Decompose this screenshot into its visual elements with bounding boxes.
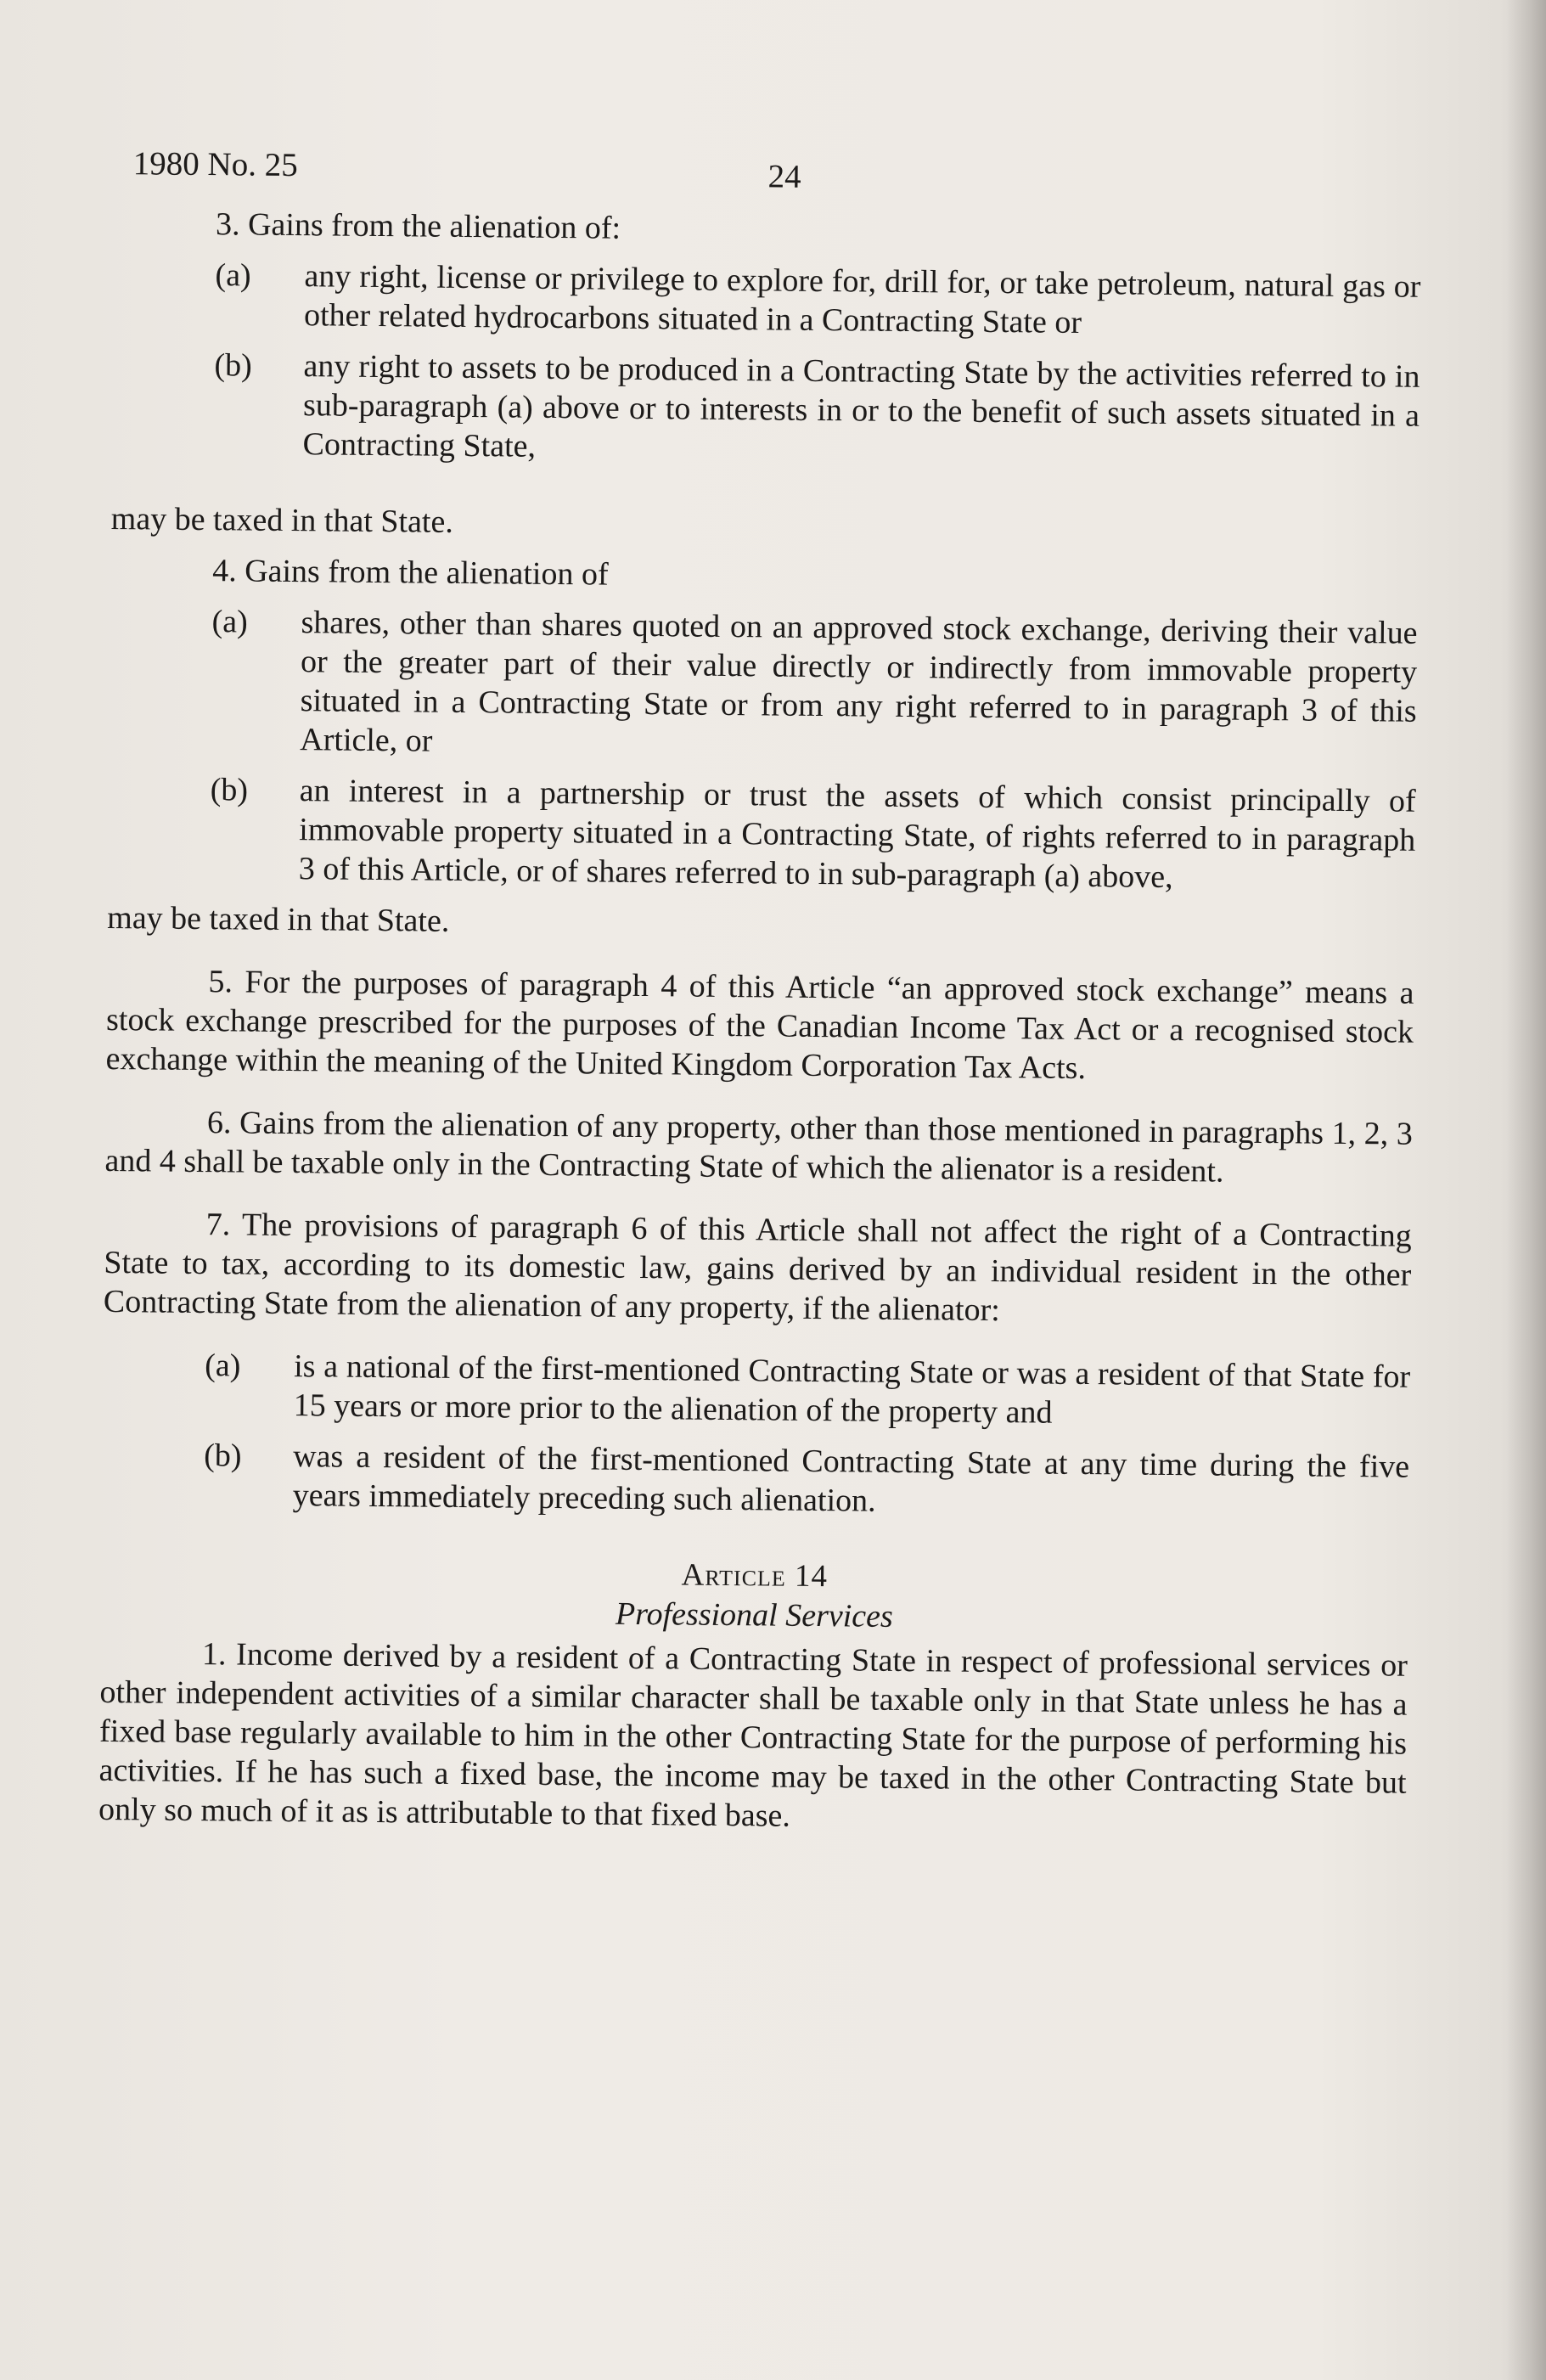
item-text: any right to assets to be produced in a Contracting State by the activities referred to in sub-paragraph (a) above or to interests in or to the benefit of such assets situated in a Contracting State, [302,348,1420,464]
paragraph-7-intro: 7. The provisions of paragraph 6 of this Article shall not affect the right of a Contracting State to tax, according to its domestic law, gains derived by an individual resident in the other Contracting State from the alienation of any property, if the alienator: [103,1207,1412,1329]
item-text: was a resident of the first-mentioned Contracting State at any time during the five years immediately preceding such alienation. [292,1438,1410,1519]
paragraph-4-intro: 4. Gains from the alienation of [211,553,609,593]
paragraph-3-item-b [111,345,1420,475]
paragraph-4-item-a [109,601,1418,770]
article-heading: Article 14 [681,1557,829,1595]
paragraph-4-item-b [108,769,1416,899]
item-label: (b) [214,347,253,384]
paragraph-7-item-a [103,1345,1411,1436]
item-text: any right, license or privilege to explore for, drill for, or take petroleum, natural gas or other related hydrocarbons situated in a Contracting State or [303,258,1421,340]
item-label: (a) [204,1348,241,1384]
item-text: is a national of the first-mentioned Contracting State or was a resident of that State for 15 years or more prior to the alienation of the property and [293,1348,1411,1431]
paragraph-5: 5. For the purposes of paragraph 4 of this Article “an approved stock exchange” means a stock exchange prescribed for the purposes of the Canadian Income Tax Act or a recognised stock exchange within the meaning of the United Kingdom Corporation Tax Acts. [105,964,1414,1087]
item-label: (b) [210,772,249,808]
paragraph-6: 6. Gains from the alienation of any property, other than those mentioned in paragraphs 1, 2, 3 and 4 shall be taxable only in the Contracting State of which the alienator is a resident. [104,1105,1414,1190]
item-text: shares, other than shares quoted on an approved stock exchange, deriving their value or the greater part of their value directly or indirectly from immovable property situated in a Contracting State or from any right referred to in paragraph 3 of this Article, or [300,605,1418,759]
year-and-number: 1980 No. 25 [132,145,298,184]
page-header [114,144,1421,206]
paragraph-3-intro: 3. Gains from the alienation of: [215,206,621,246]
article-subheading: Professional Services [615,1595,894,1634]
paragraph-4-closing: may be taxed in that State. [107,899,450,939]
item-label: (b) [203,1438,242,1474]
page-number: 24 [767,158,801,195]
article-14-paragraph-1: 1. Income derived by a resident of a Contracting State in respect of professional services or other independent activities of a similar character shall be taxable only in that State unless he has a fixed base regularly available to him in the other Contracting State for the purpose of performing his activities. If he has such a fixed base, the income may be taxed in the other Contracting State but only so much of it as is attributable to that fixed base. [98,1636,1408,1834]
paragraph-3-item-a [113,255,1421,346]
item-label: (a) [215,257,251,294]
paragraph-3-closing: may be taxed in that State. [110,500,454,540]
page-content [98,144,1422,1842]
page-edge-shadow [1507,0,1546,2380]
item-label: (a) [211,604,248,640]
item-text: an interest in a partnership or trust the assets of which consist principally of immovable property situated in a Contracting State, of rights referred to in paragraph 3 of this Article, or of shares referred to in sub-paragraph (a) above, [298,773,1416,896]
paragraph-7-item-b [102,1435,1410,1526]
